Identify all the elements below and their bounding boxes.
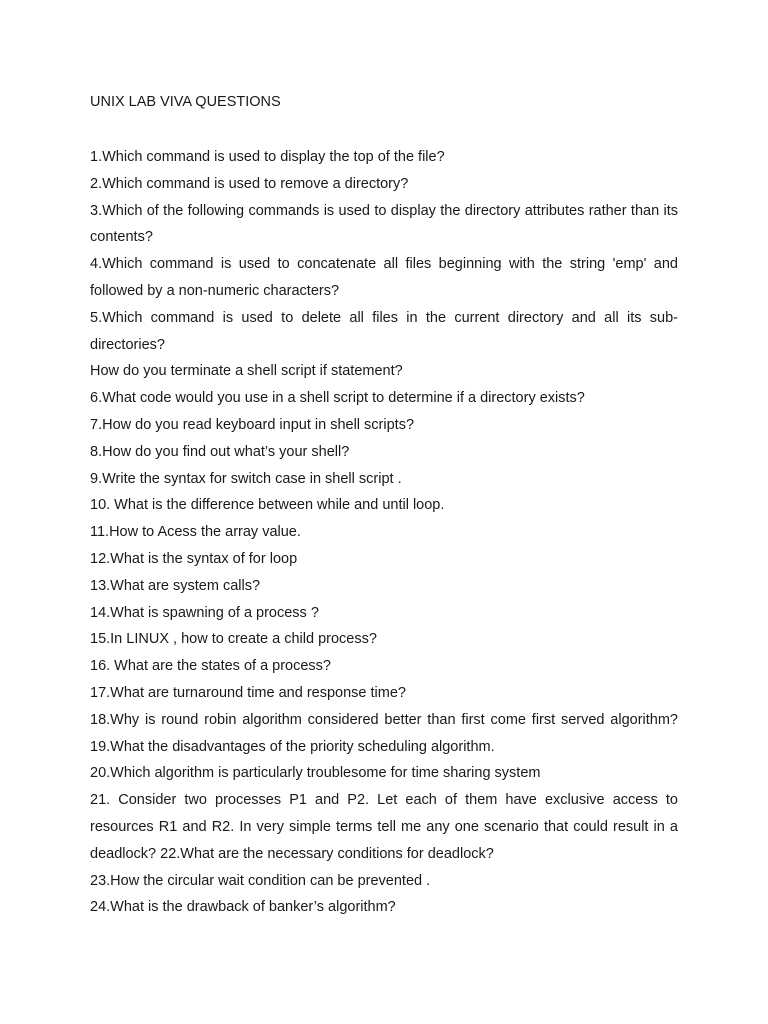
question-item: 7.How do you read keyboard input in shell scripts? <box>90 416 415 433</box>
question-item: 13.What are system calls? <box>90 577 261 594</box>
question-item: 21. Consider two processes P1 and P2. Let each of them have exclusive access to resources R1 and R2. In very simple terms tell me any one scenario that could result in a deadlock? 22.What are the necessary conditions for deadlock? <box>90 792 678 862</box>
question-item: 15.In LINUX , how to create a child process? <box>90 631 377 648</box>
question-item: 18.Why is round robin algorithm considered better than first come first served algorithm? 19.What the disadvantages of the priority scheduling algorithm. <box>90 711 678 755</box>
question-item: 17.What are turnaround time and response time? <box>90 684 406 701</box>
question-item: 23.How the circular wait condition can be prevented . <box>90 872 431 889</box>
question-item: 5.Which command is used to delete all files in the current directory and all its sub-directories? <box>90 309 678 353</box>
question-item: 12.What is the syntax of for loop <box>90 550 298 567</box>
question-item: 1.Which command is used to display the top of the file? <box>90 149 445 165</box>
question-item: 8.How do you find out what’s your shell? <box>90 443 350 460</box>
question-item: 2.Which command is used to remove a directory? <box>90 175 409 192</box>
question-item: 14.What is spawning of a process ? <box>90 604 319 621</box>
question-item: 9.Write the syntax for switch case in shell script . <box>90 470 402 487</box>
question-item: 24.What is the drawback of banker’s algorithm? <box>90 899 396 916</box>
question-item: 10. What is the difference between while and until loop. <box>90 497 445 514</box>
question-item: 3.Which of the following commands is used to display the directory attributes rather than its contents? <box>90 202 678 246</box>
question-item: 6.What code would you use in a shell script to determine if a directory exists? <box>90 390 585 407</box>
document-title: UNIX LAB VIVA QUESTIONS <box>90 94 281 110</box>
question-item: 20.Which algorithm is particularly troublesome for time sharing system <box>90 765 541 782</box>
question-item: 16. What are the states of a process? <box>90 658 331 675</box>
question-item: 4.Which command is used to concatenate all files beginning with the string 'emp' and followed by a non-numeric characters? <box>90 256 678 299</box>
question-list <box>90 144 678 921</box>
question-item: 11.How to Acess the array value. <box>90 524 301 541</box>
question-item: How do you terminate a shell script if statement? <box>90 363 403 380</box>
